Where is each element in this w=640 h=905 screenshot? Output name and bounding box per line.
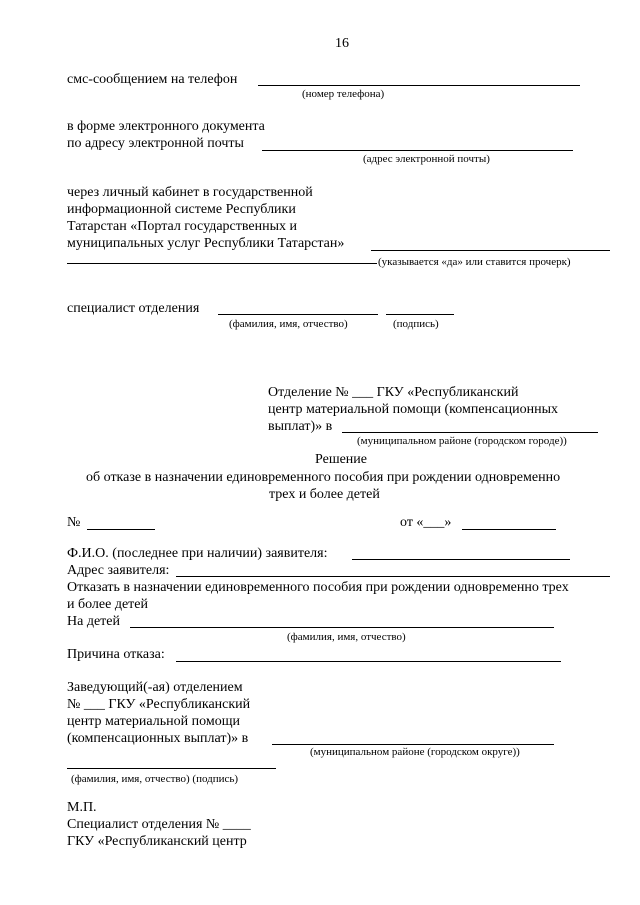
portal-field-line <box>371 250 610 251</box>
phone-label: смс-сообщением на телефон <box>67 72 238 87</box>
applicant-address-label: Адрес заявителя: <box>67 563 170 578</box>
head-sign-line <box>67 768 276 769</box>
portal-label-line2: информационной системе Республики <box>67 202 296 217</box>
department-line1: Отделение № ___ ГКУ «Республиканский <box>268 385 519 400</box>
children-hint: (фамилия, имя, отчество) <box>287 631 406 643</box>
head-line1: Заведующий(-ая) отделением <box>67 680 243 695</box>
reason-label: Причина отказа: <box>67 647 165 662</box>
specialist-label: специалист отделения <box>67 301 200 316</box>
portal-hint: (указывается «да» или ставится прочерк) <box>378 256 571 268</box>
number-label: № <box>67 515 81 530</box>
reason-field-line <box>176 661 561 662</box>
specialist-name-line <box>218 314 378 315</box>
department-line2: центр материальной помощи (компенсационных <box>268 402 558 417</box>
decision-subtitle-line2: трех и более детей <box>269 487 380 502</box>
applicant-fio-label: Ф.И.О. (последнее при наличии) заявителя: <box>67 546 328 561</box>
head-sign-hint: (фамилия, имя, отчество) (подпись) <box>71 773 239 785</box>
specialist-sign-line <box>386 314 454 315</box>
children-field-line <box>130 627 554 628</box>
email-label-line2: по адресу электронной почты <box>67 136 244 151</box>
department-hint: (муниципальном районе (городском городе)) <box>357 435 567 447</box>
children-label: На детей <box>67 614 120 629</box>
email-hint: (адрес электронной почты) <box>363 153 490 165</box>
stamp-label: М.П. <box>67 800 97 815</box>
head-line2: № ___ ГКУ «Республиканский <box>67 697 251 712</box>
portal-label-line3: Татарстан «Портал государственных и <box>67 219 297 234</box>
specialist-sign-hint: (подпись) <box>393 318 439 330</box>
head-field-line <box>272 744 554 745</box>
head-line4: (компенсационных выплат)» в <box>67 731 249 746</box>
decision-subtitle-line1: об отказе в назначении единовременного пособия при рождении одновременно <box>86 470 561 485</box>
number-field-line <box>87 529 155 530</box>
email-field-line <box>262 150 573 151</box>
refuse-text-line1: Отказать в назначении единовременного пособия при рождении одновременно трех <box>67 580 569 595</box>
decision-title: Решение <box>315 452 368 467</box>
footer-specialist-line1: Специалист отделения № ____ <box>67 817 251 832</box>
applicant-fio-line <box>352 559 570 560</box>
phone-hint: (номер телефона) <box>302 88 385 100</box>
phone-field-line <box>258 85 580 86</box>
head-line3: центр материальной помощи <box>67 714 240 729</box>
portal-field-line2 <box>67 263 377 264</box>
refuse-text-line2: и более детей <box>67 597 149 612</box>
specialist-name-hint: (фамилия, имя, отчество) <box>229 318 348 330</box>
page-number: 16 <box>335 36 349 51</box>
department-line3: выплат)» в <box>268 419 333 434</box>
date-field-line <box>462 529 556 530</box>
department-field-line <box>342 432 598 433</box>
portal-label-line4: муниципальных услуг Республики Татарстан» <box>67 236 345 251</box>
applicant-address-line <box>176 576 610 577</box>
email-label-line1: в форме электронного документа <box>67 119 265 134</box>
portal-label-line1: через личный кабинет в государственной <box>67 185 313 200</box>
date-label: от «___» <box>400 515 452 530</box>
footer-specialist-line2: ГКУ «Республиканский центр <box>67 834 247 849</box>
head-hint: (муниципальном районе (городском округе)) <box>310 746 520 758</box>
